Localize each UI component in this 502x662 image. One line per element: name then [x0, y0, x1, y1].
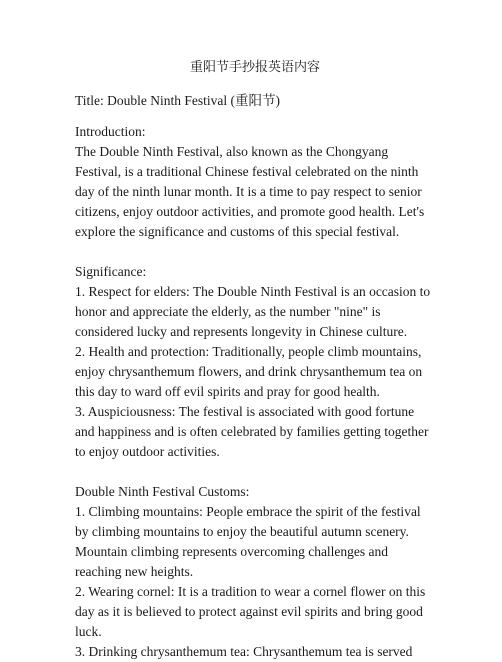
customs-item-1: 1. Climbing mountains: People embrace the spirit of the festival by climbing mountains to enjoy the beautiful autumn scenery. Mountain climbing represents overcoming challenges and reaching new heights. [75, 504, 421, 579]
customs-section [75, 482, 435, 662]
significance-item-2: 2. Health and protection: Traditionally, people climb mountains, enjoy chrysanthemum flowers, and drink chrysanthemum tea on this day to ward off evil spirits and pray for good health. [75, 344, 423, 399]
significance-item-1: 1. Respect for elders: The Double Ninth Festival is an occasion to honor and appreciate the elderly, as the number "nine" is considered lucky and represents longevity in Chinese culture. [75, 284, 431, 339]
document-page [75, 0, 435, 662]
document-heading: 重阳节手抄报英语内容 [189, 60, 320, 75]
customs-heading: Double Ninth Festival Customs: [75, 484, 250, 499]
introduction-text: The Double Ninth Festival, also known as the Chongyang Festival, is a traditional Chinese festival celebrated on the ninth day of the ninth lunar month. It is a time to pay respect to senior citizens, enjoy outdoor activities, and promote good health. Let's explore the significance and customs of this special festival. [75, 144, 425, 239]
document-title: Title: Double Ninth Festival (重阳节) [75, 93, 280, 108]
spacer [75, 462, 435, 482]
customs-item-3: 3. Drinking chrysanthemum tea: Chrysanthemum tea is served [75, 644, 413, 659]
introduction-section [75, 122, 435, 242]
significance-item-3: 3. Auspiciousness: The festival is associated with good fortune and happiness and is often celebrated by families getting together to enjoy outdoor activities. [75, 404, 429, 459]
spacer [75, 242, 435, 262]
significance-section [75, 262, 435, 462]
customs-item-2: 2. Wearing cornel: It is a tradition to wear a cornel flower on this day as it is believed to protect against evil spirits and bring good luck. [75, 584, 426, 639]
significance-heading: Significance: [75, 264, 147, 279]
introduction-heading: Introduction: [75, 124, 146, 139]
